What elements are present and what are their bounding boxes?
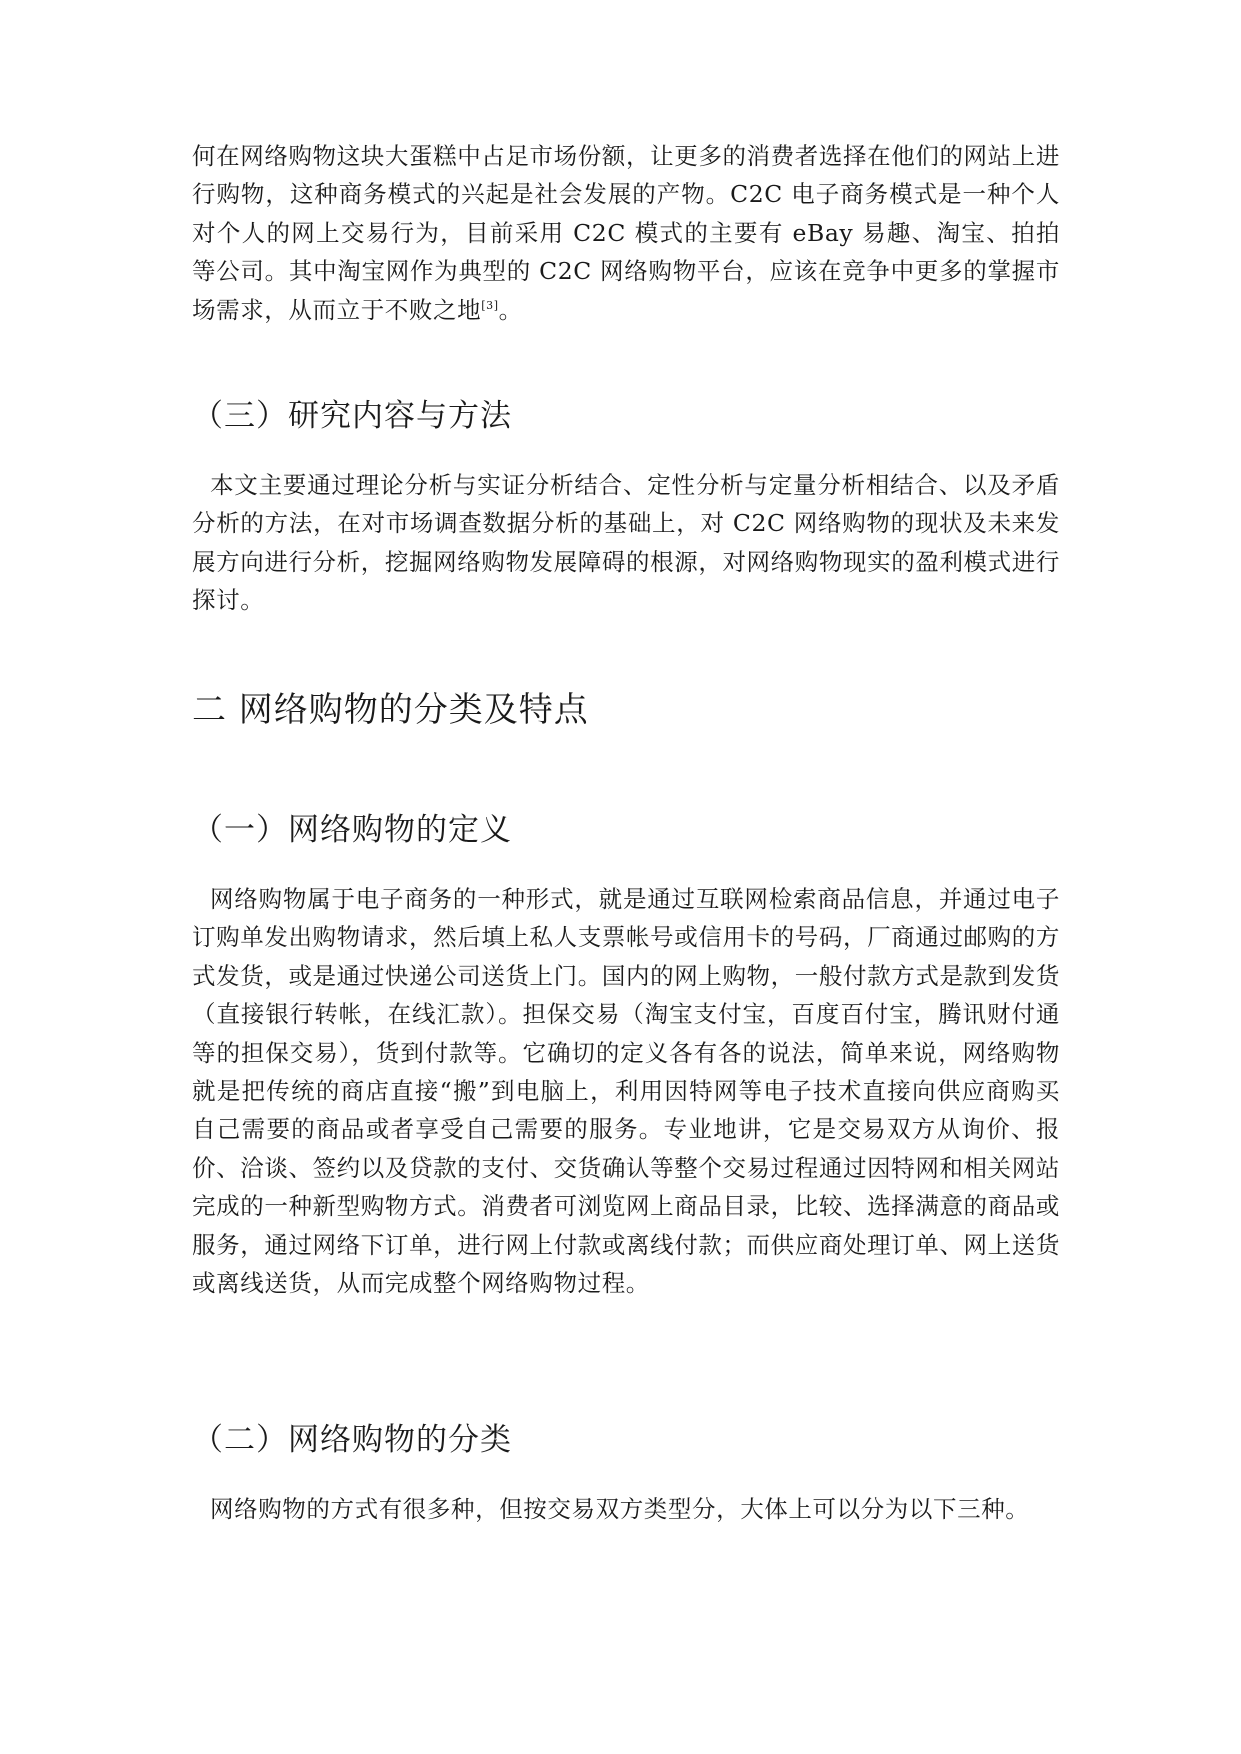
section-2-2-paragraph-block: [192, 1490, 1060, 1528]
section-2-1-heading-block: [192, 804, 1060, 849]
chapter-2-heading-block: [192, 682, 1060, 731]
intro-paragraph-block: [192, 137, 1060, 329]
section-3-paragraph: 本文主要通过理论分析与实证分析结合、定性分析与定量分析相结合、以及矛盾分析的方法，在对市场调查数据分析的基础上，对 C2C 网络购物的现状及未来发展方向进行分析，挖掘网络购物发展障碍的根源，对网络购物现实的盈利模式进行探讨。: [192, 471, 1060, 615]
section-2-2-heading-block: [192, 1414, 1060, 1459]
section-2-1-heading: （一）网络购物的定义: [192, 812, 512, 848]
section-2-1-paragraph-block: [192, 880, 1060, 1302]
section-3-heading: （三）研究内容与方法: [192, 398, 512, 434]
intro-paragraph-text: 何在网络购物这块大蛋糕中占足市场份额，让更多的消费者选择在他们的网站上进行购物，这种商务模式的兴起是社会发展的产物。C2C 电子商务模式是一种个人对个人的网上交易行为，目前采用 C2C 模式的主要有 eBay 易趣、淘宝、拍拍等公司。其中淘宝网作为典型的 C2C 网络购物平台，应该在竞争中更多的掌握市场需求，从而立于不败之地: [192, 142, 1060, 324]
section-2-1-paragraph: 网络购物属于电子商务的一种形式，就是通过互联网检索商品信息，并通过电子订购单发出购物请求，然后填上私人支票帐号或信用卡的号码，厂商通过邮购的方式发货，或是通过快递公司送货上门。国内的网上购物，一般付款方式是款到发货（直接银行转帐，在线汇款）。担保交易（淘宝支付宝，百度百付宝，腾讯财付通等的担保交易），货到付款等。它确切的定义各有各的说法，简单来说，网络购物就是把传统的商店直接“搬”到电脑上，利用因特网等电子技术直接向供应商购买自己需要的商品或者享受自己需要的服务。专业地讲，它是交易双方从询价、报价、洽谈、签约以及贷款的支付、交货确认等整个交易过程通过因特网和相关网站完成的一种新型购物方式。消费者可浏览网上商品目录，比较、选择满意的商品或服务，通过网络下订单，进行网上付款或离线付款；而供应商处理订单、网上送货或离线送货，从而完成整个网络购物过程。: [192, 885, 1060, 1298]
intro-paragraph: [192, 137, 1060, 329]
section-3-heading-block: [192, 390, 1060, 435]
chapter-2-heading: 二 网络购物的分类及特点: [192, 690, 589, 730]
section-2-2-paragraph: 网络购物的方式有很多种，但按交易双方类型分，大体上可以分为以下三种。: [210, 1495, 1030, 1523]
citation-marker[interactable]: [3]: [481, 298, 499, 312]
section-3-paragraph-block: [192, 466, 1060, 620]
section-2-2-heading: （二）网络购物的分类: [192, 1422, 512, 1458]
intro-paragraph-end: 。: [498, 295, 523, 324]
